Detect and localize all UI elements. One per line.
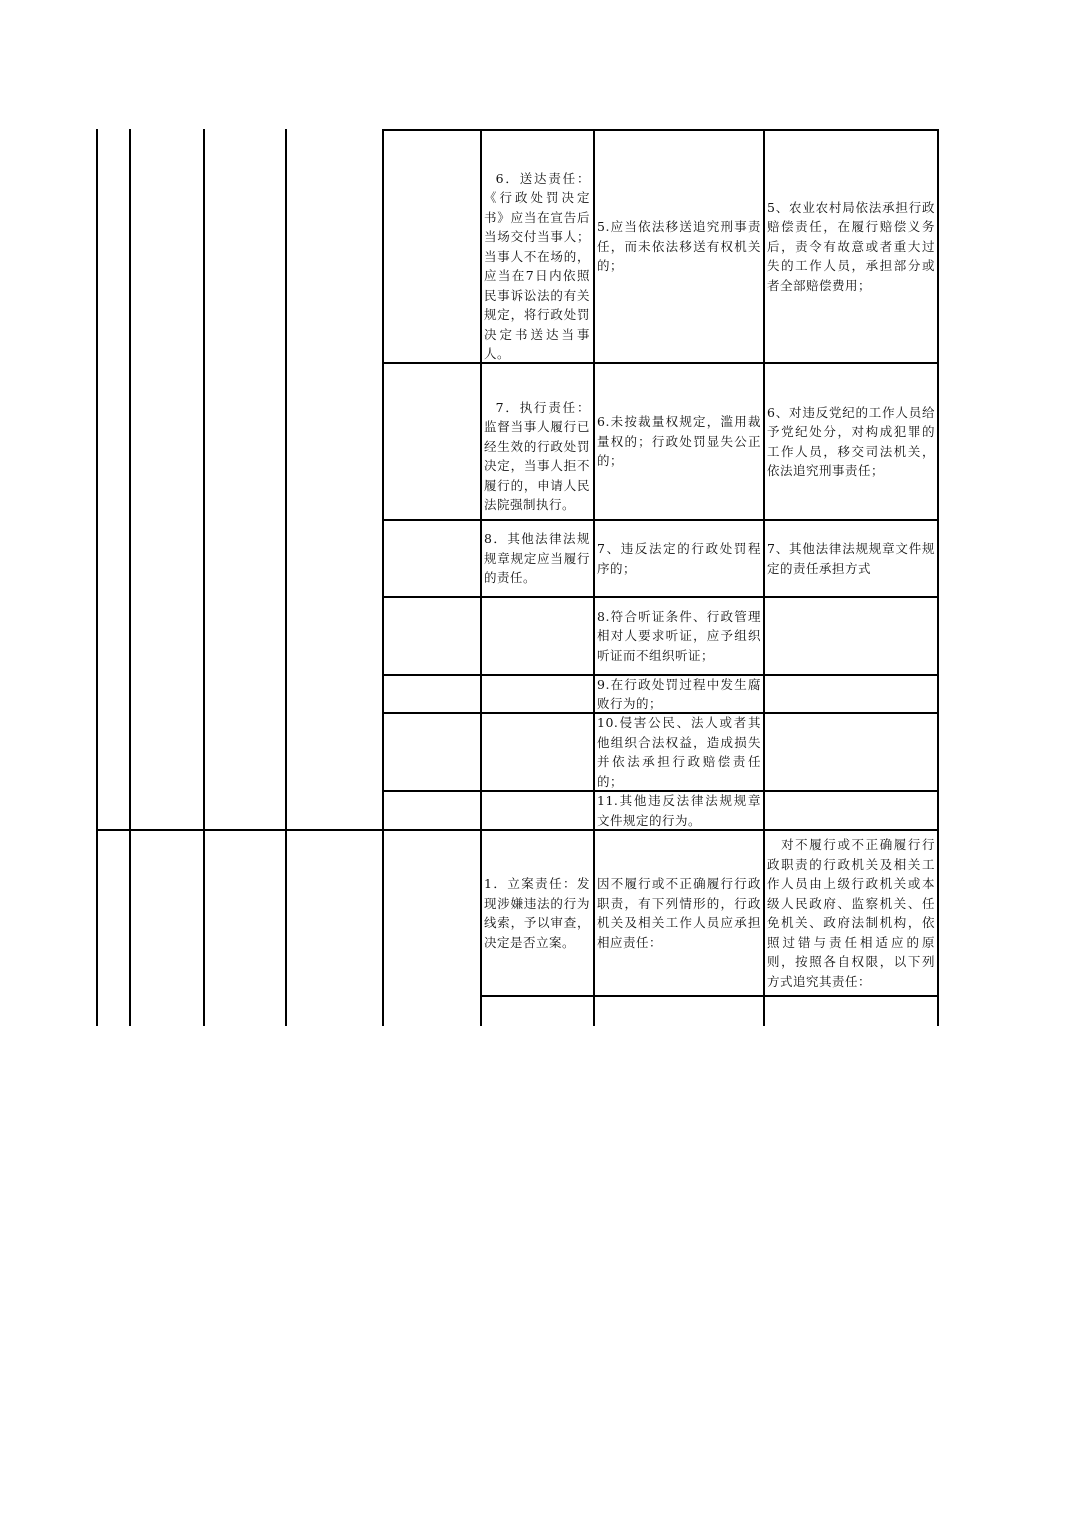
method-cell <box>767 832 935 994</box>
situation-cell <box>597 365 761 518</box>
method-text: 6、对违反党纪的工作人员给予党纪处分，对构成犯罪的工作人员，移交司法机关，依法追究刑事责任； <box>767 404 935 478</box>
method-text: 对不履行或不正确履行行政职责的行政机关及相关工作人员由上级行政机关或本级人民政府、监察机关、任免机关、政府法制机构，依照过错与责任相适应的原则，按照各自权限，以下列方式追究其责任： <box>767 837 935 989</box>
situation-text: 10.侵害公民、法人或者其他组织合法权益，造成损失并依法承担行政赔偿责任的； <box>597 715 761 789</box>
duty-cell <box>484 522 590 595</box>
situation-text: 6.未按裁量权规定，滥用裁量权的；行政处罚显失公正的； <box>597 414 761 469</box>
row-border <box>382 519 939 521</box>
column-border <box>203 129 205 1026</box>
situation-text: 7、违反法定的行政处罚程序的； <box>597 541 761 576</box>
situation-text: 8.符合听证条件、行政管理相对人要求听证，应予组织听证而不组织听证； <box>597 608 761 663</box>
situation-text: 9.在行政处罚过程中发生腐败行为的； <box>597 676 761 711</box>
situation-cell <box>597 715 761 789</box>
method-cell <box>767 522 935 595</box>
column-border <box>96 129 98 1026</box>
method-text: 7、其他法律法规规章文件规定的责任承担方式 <box>767 541 935 576</box>
row-border <box>96 829 939 831</box>
column-border <box>763 129 765 1026</box>
situation-cell <box>597 132 761 361</box>
column-border <box>382 129 384 1026</box>
situation-cell <box>597 522 761 595</box>
situation-text: 因不履行或不正确履行行政职责，有下列情形的，行政机关及相关工作人员应承担相应责任： <box>597 876 761 950</box>
column-border <box>285 129 287 1026</box>
duty-cell <box>484 149 590 364</box>
column-border <box>129 129 131 1026</box>
row-border <box>382 362 939 364</box>
situation-cell <box>597 793 761 828</box>
method-text: 5、农业农村局依法承担行政赔偿责任，在履行赔偿义务后，责令有故意或者重大过失的工作人员，承担部分或者全部赔偿费用； <box>767 199 935 293</box>
row-border <box>382 129 939 131</box>
row-border <box>382 596 939 598</box>
situation-cell <box>597 677 761 711</box>
row-border <box>480 995 939 997</box>
situation-text: 5.应当依法移送追究刑事责任，而未依法移送有权机关的； <box>597 219 761 274</box>
situation-cell <box>597 832 761 994</box>
column-border <box>480 129 482 1026</box>
duty-text: 6．送达责任：《行政处罚决定书》应当在宣告后当场交付当事人；当事人不在场的，应当在7日内依照民事诉讼法的有关规定，将行政处罚决定书送达当事人。 <box>484 170 590 361</box>
column-border <box>593 129 595 1026</box>
duty-text: 8．其他法律法规规章规定应当履行的责任。 <box>484 531 590 586</box>
duty-cell <box>484 378 590 515</box>
duty-text: 7．执行责任：监督当事人履行已经生效的行政处罚决定，当事人拒不履行的，申请人民法院强制执行。 <box>484 399 590 512</box>
situation-cell <box>597 599 761 673</box>
method-cell <box>767 132 935 361</box>
situation-text: 11.其他违反法律法规规章文件规定的行为。 <box>597 793 761 828</box>
column-border <box>937 129 939 1026</box>
duty-text: 1．立案责任：发现涉嫌违法的行为线索，予以审查，决定是否立案。 <box>484 876 590 950</box>
duty-cell <box>484 832 590 994</box>
method-cell <box>767 365 935 518</box>
